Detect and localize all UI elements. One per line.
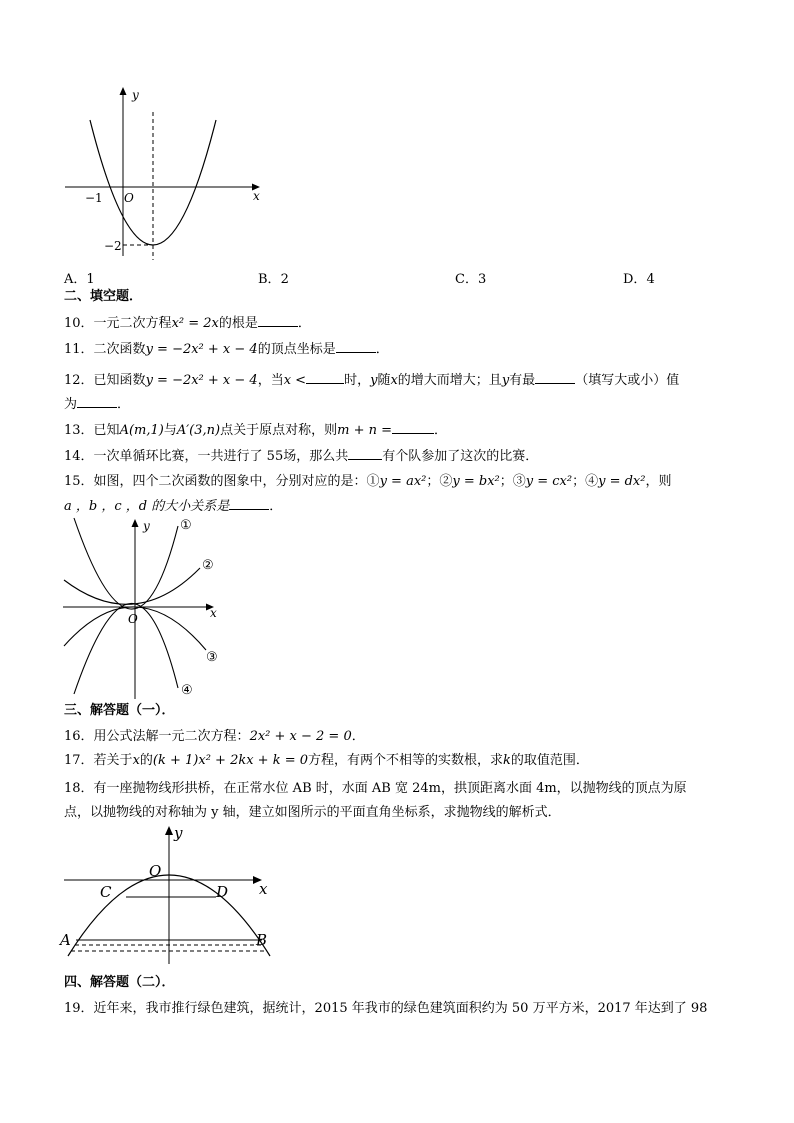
equation: x² = 2x [171, 316, 219, 331]
question-text: ；② [426, 474, 453, 489]
question-text: ，则 [645, 474, 672, 489]
section-heading-solve-2: 四、解答题（二）． [64, 975, 175, 990]
answer-blank[interactable] [77, 395, 117, 408]
x-axis-label: x [210, 606, 217, 620]
equation: y = ax² [379, 474, 427, 489]
inequality: x < [283, 373, 307, 388]
equation: y = cx² [525, 474, 573, 489]
x-axis-label: x [253, 189, 260, 203]
option-a[interactable] [64, 268, 95, 287]
question-11 [64, 340, 389, 359]
question-text: 如图，四个二次函数的图象中，分别对应的是：① [93, 474, 380, 489]
option-letter: A． [64, 272, 87, 287]
question-10 [64, 314, 311, 333]
question-text: 的根是 [218, 316, 258, 331]
question-12-line1 [64, 371, 679, 390]
answer-blank[interactable] [392, 421, 434, 434]
question-text: ；③ [499, 474, 526, 489]
question-16 [64, 728, 365, 746]
option-value: 1 [86, 272, 95, 287]
question-text: 有个队参加了这次的比赛． [382, 449, 539, 464]
point-c-label: C [100, 883, 112, 901]
curve-2 [64, 568, 200, 604]
y-axis-arrow-icon [165, 826, 173, 835]
question-text: 用公式法解一元二次方程： [93, 729, 250, 744]
question-number: 10． [64, 316, 94, 331]
variable: y [501, 373, 510, 388]
question-text: （填写大或小）值 [575, 373, 680, 388]
question-text: ；④ [572, 474, 599, 489]
answer-blank[interactable] [336, 340, 376, 353]
question-text: 点关于原点对称，则 [220, 423, 338, 438]
question-text: 的顶点坐标是 [257, 342, 336, 357]
variable: x [132, 753, 140, 768]
y-axis-arrow-icon [120, 87, 127, 95]
y-axis-arrow-icon [132, 519, 139, 527]
question-12-line2 [64, 395, 130, 414]
option-d[interactable] [623, 268, 655, 287]
question-14 [64, 447, 538, 466]
equation: m + n = [337, 423, 393, 438]
punctuation: ． [351, 729, 365, 744]
question-text: 为 [64, 397, 78, 412]
curve-3-label: ③ [206, 650, 218, 665]
x-tick-label: −1 [85, 191, 103, 205]
question-text: 方程，有两个不相等的实数根，求 [308, 753, 504, 768]
point-a-prime: A′(3,n) [176, 423, 221, 438]
question-text: 一元二次方程 [93, 316, 172, 331]
question-text: 若关于 [93, 753, 133, 768]
point-a: A(m,1) [119, 423, 164, 438]
question-text: 时， [344, 373, 371, 388]
question-18-line1: 18．有一座抛物线形拱桥，在正常水位 AB 时，水面 AB 宽 24m，拱顶距离水面 4m，以抛物线的顶点为原 [64, 781, 687, 796]
point-b-label: B [256, 931, 268, 949]
punctuation: ． [434, 423, 448, 438]
punctuation: ． [117, 397, 131, 412]
punctuation: ． [297, 316, 311, 331]
variable: x [390, 373, 398, 388]
question-text: 已知 [93, 423, 120, 438]
question9-graph [60, 84, 270, 264]
y-axis-label: y [143, 519, 150, 533]
question-text: 的 [139, 753, 153, 768]
question-number: 12． [64, 373, 94, 388]
question-number: 14． [64, 449, 94, 464]
answer-blank[interactable] [306, 371, 344, 384]
curve-2-label: ② [202, 558, 214, 573]
question-text: ，当 [257, 373, 284, 388]
question-text: a ，b ，c ，d 的大小关系是 [64, 499, 230, 514]
question-text: 有最 [509, 373, 536, 388]
equation: y = dx² [598, 474, 646, 489]
curve-1-label: ① [180, 518, 192, 533]
question18-graph [58, 824, 278, 966]
variable: k [503, 753, 511, 768]
variable: y [370, 373, 378, 388]
question-text: 二次函数 [93, 342, 146, 357]
option-b[interactable] [258, 268, 289, 287]
option-value: 4 [646, 272, 655, 287]
question-text: 与 [163, 423, 177, 438]
question-17 [64, 752, 589, 770]
equation: y = bx² [452, 474, 500, 489]
equation: 2x² + x − 2 = 0 [249, 729, 352, 744]
answer-blank[interactable] [258, 314, 298, 327]
question-number: 17． [64, 753, 94, 768]
question-text: 的取值范围． [510, 753, 589, 768]
option-letter: C． [455, 272, 478, 287]
option-value: 3 [477, 272, 487, 287]
equation: y = −2x² + x − 4 [145, 373, 258, 388]
option-letter: D． [623, 272, 647, 287]
y-axis-label: y [174, 824, 183, 842]
equation: y = −2x² + x − 4 [145, 342, 258, 357]
question-18-line2: 点，以抛物线的对称轴为 y 轴，建立如图所示的平面直角坐标系，求抛物线的解析式． [64, 805, 561, 820]
question-text: 已知函数 [93, 373, 146, 388]
question-15-line1 [64, 473, 672, 491]
punctuation: ． [269, 499, 283, 514]
question-text: 的增大而增大；且 [397, 373, 502, 388]
origin-label: O [128, 612, 138, 626]
point-a-label: A [60, 931, 71, 949]
section-heading-fill-in: 二、填空题． [64, 289, 143, 304]
point-d-label: D [216, 883, 229, 901]
question-text: 一次单循环比赛，一共进行了 55场，那么共 [93, 449, 349, 464]
answer-blank[interactable] [535, 371, 575, 384]
question-number: 15． [64, 474, 94, 489]
y-tick-label: −2 [104, 239, 122, 253]
question15-graph [60, 516, 235, 700]
option-c[interactable] [455, 268, 486, 287]
question-number: 13． [64, 423, 94, 438]
x-axis-label: x [259, 880, 268, 898]
equation: (k + 1)x² + 2kx + k = 0 [152, 753, 309, 768]
option-letter: B． [258, 272, 281, 287]
y-axis-label: y [132, 88, 139, 102]
curve-4 [74, 603, 178, 694]
question-19-line1: 19．近年来，我市推行绿色建筑，据统计，2015 年我市的绿色建筑面积约为 50 万平方米，2017 年达到了 98 [64, 1001, 708, 1016]
question-number: 11． [64, 342, 94, 357]
answer-blank[interactable] [229, 497, 269, 510]
question-15-line2 [64, 497, 282, 516]
origin-label: O [149, 862, 162, 880]
origin-label: O [124, 191, 134, 205]
section-heading-solve-1: 三、解答题（一）． [64, 703, 175, 718]
question-number: 16． [64, 729, 94, 744]
question-13 [64, 421, 447, 440]
question-text: 随 [377, 373, 391, 388]
curve-4-label: ④ [181, 683, 193, 698]
answer-blank[interactable] [348, 447, 382, 460]
option-value: 2 [280, 272, 289, 287]
punctuation: ． [375, 342, 389, 357]
